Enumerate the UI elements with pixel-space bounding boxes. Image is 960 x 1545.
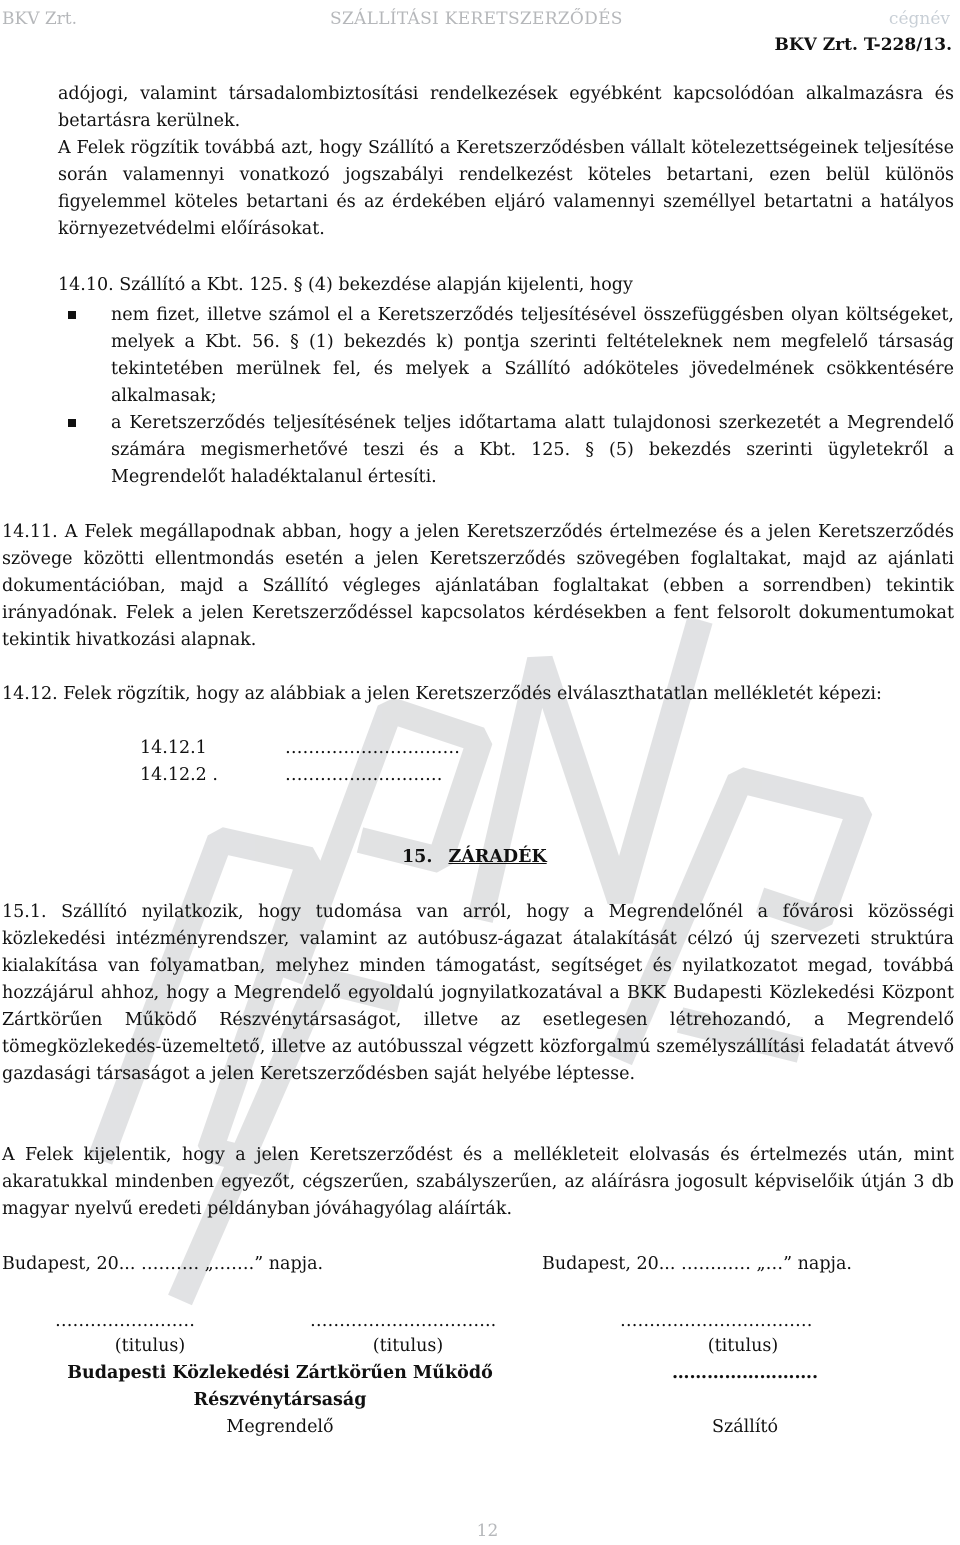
signatory-supplier-role: Szállító	[711, 1417, 778, 1437]
clause-14-10-bullets	[58, 302, 954, 491]
signatory-customer-company: Budapesti Közlekedési Zártkörűen Működő Részvénytársaság	[67, 1363, 493, 1410]
signature-line-1: ……………………	[55, 1311, 195, 1331]
annex-list	[140, 735, 555, 789]
annex-item: 14.12.1 …………………………	[140, 738, 460, 758]
section-heading	[402, 844, 547, 871]
annex-item: 14.12.2 . ………………………	[140, 765, 443, 785]
date-line-left: Budapest, 20... ………. „…….” napja.	[2, 1254, 324, 1274]
signature-line-2: …………………………..	[310, 1311, 497, 1331]
header-reference: BKV Zrt. T-228/13.	[774, 35, 952, 55]
clause-14-11: 14.11. A Felek megállapodnak abban, hogy a jelen Keretszerződés értelmezése és a jelen Keretszerződés szövege közötti ellentmondás esetén a jelen Keretszerződés szövegében foglaltakat, majd az ajánlati dokumentációban, majd a Szállító végleges ajánlatában foglaltakat (ebben a sorrendben) tekintik irányadónak. Felek a jelen Keretszerződéssel kapcsolatos kérdésekben a fent felsorolt dokumentumokat tekintik hivatkozási alapnak.	[2, 522, 954, 650]
section-title: ZÁRADÉK	[448, 847, 547, 867]
paragraph-tax-compliance: adójogi, valamint társadalombiztosítási rendelkezések egyébként kapcsolódóan alkalmazásra és betartásra kerülnek.	[58, 84, 954, 131]
header-document-title: SZÁLLÍTÁSI KERETSZERZŐDÉS	[330, 9, 623, 29]
page-number: 12	[476, 1521, 499, 1541]
list-item: nem fizet, illetve számol el a Keretszerződés teljesítésével összefüggésben olyan költségeket, melyek a Kbt. 56. § (1) bekezdés k) pontja szerinti feltételeknek nem megfelelő társaság tekintetében merülnek fel, és melyek a Szállító adóköteles jövedelmének csökkentésére alkalmasak;	[58, 302, 954, 410]
paragraph-legal-compliance: A Felek rögzítik továbbá azt, hogy Szállító a Keretszerződésben vállalt kötelezettségeinek teljesítése során valamennyi vonatkozó jogszabályi rendelkezést köteles betartani, ezen belül különös figyelemmel köteles betartani és az érdekében eljáró valamennyi személlyel betartatni a hatályos környezetvédelmi előírásokat.	[58, 138, 954, 239]
signature-title-2: (titulus)	[372, 1336, 444, 1356]
bullet-square-icon	[68, 311, 76, 319]
date-line-right: Budapest, 20... ………… „…” napja.	[542, 1254, 852, 1274]
signature-line-3: ……………………………	[620, 1311, 813, 1331]
page-header	[0, 2, 960, 54]
signatory-supplier-company: …………………….	[671, 1363, 819, 1383]
clause-15-1: 15.1. Szállító nyilatkozik, hogy tudomása van arról, hogy a Megrendelőnél a fővárosi közösségi közlekedési intézményrendszer, valamint az autóbusz-ágazat átalakítását célzó új szervezeti struktúra kialakítása van folyamatban, melyhez minden támogatást, segítséget és nyilatkozatot megad, továbbá hozzájárul ahhoz, hogy a Megrendelő egyoldalú jognyilatkozatával a BKK Budapesti Közlekedési Központ Zártkörűen Működő Részvénytársaságot, illetve az esetlegesen létrehozandó, a Megrendelő tömegközlekedés-üzemeltető, illetve az autóbusszal végzett közforgalmú személyszállítási feladatát átvevő gazdasági társaságot a jelen Keretszerződésben saját helyébe léptesse.	[2, 902, 954, 1084]
signature-title-1: (titulus)	[114, 1336, 186, 1356]
clause-14-12: 14.12. Felek rögzítik, hogy az alábbiak a jelen Keretszerződés elválaszthatatlan mellékletét képezi:	[2, 684, 882, 704]
closing-statement: A Felek kijelentik, hogy a jelen Keretszerződést és a mellékleteit elolvasás és értelmezés után, mint akaratukkal mindenben egyezőt, cégszerűen, szabályszerűen, az aláírásra jogosult képviselőik útján 3 db magyar nyelvű eredeti példányban jóváhagyólag aláírták.	[2, 1145, 954, 1219]
list-item: a Keretszerződés teljesítésének teljes időtartama alatt tulajdonosi szerkezetét a Megrendelő számára megismerhetővé teszi és a Kbt. 125. § (5) bekezdés szerinti ügyletekről a Megrendelőt haladéktalanul értesíti.	[58, 410, 954, 491]
bullet-square-icon	[68, 419, 76, 427]
section-number: 15.	[402, 847, 433, 867]
signatory-customer-role: Megrendelő	[226, 1417, 334, 1437]
clause-14-10-intro: 14.10. Szállító a Kbt. 125. § (4) bekezdése alapján kijelenti, hogy	[58, 275, 633, 295]
header-company: BKV Zrt.	[2, 9, 78, 29]
signature-title-3: (titulus)	[707, 1336, 779, 1356]
header-company-placeholder: cégnév	[888, 9, 950, 29]
